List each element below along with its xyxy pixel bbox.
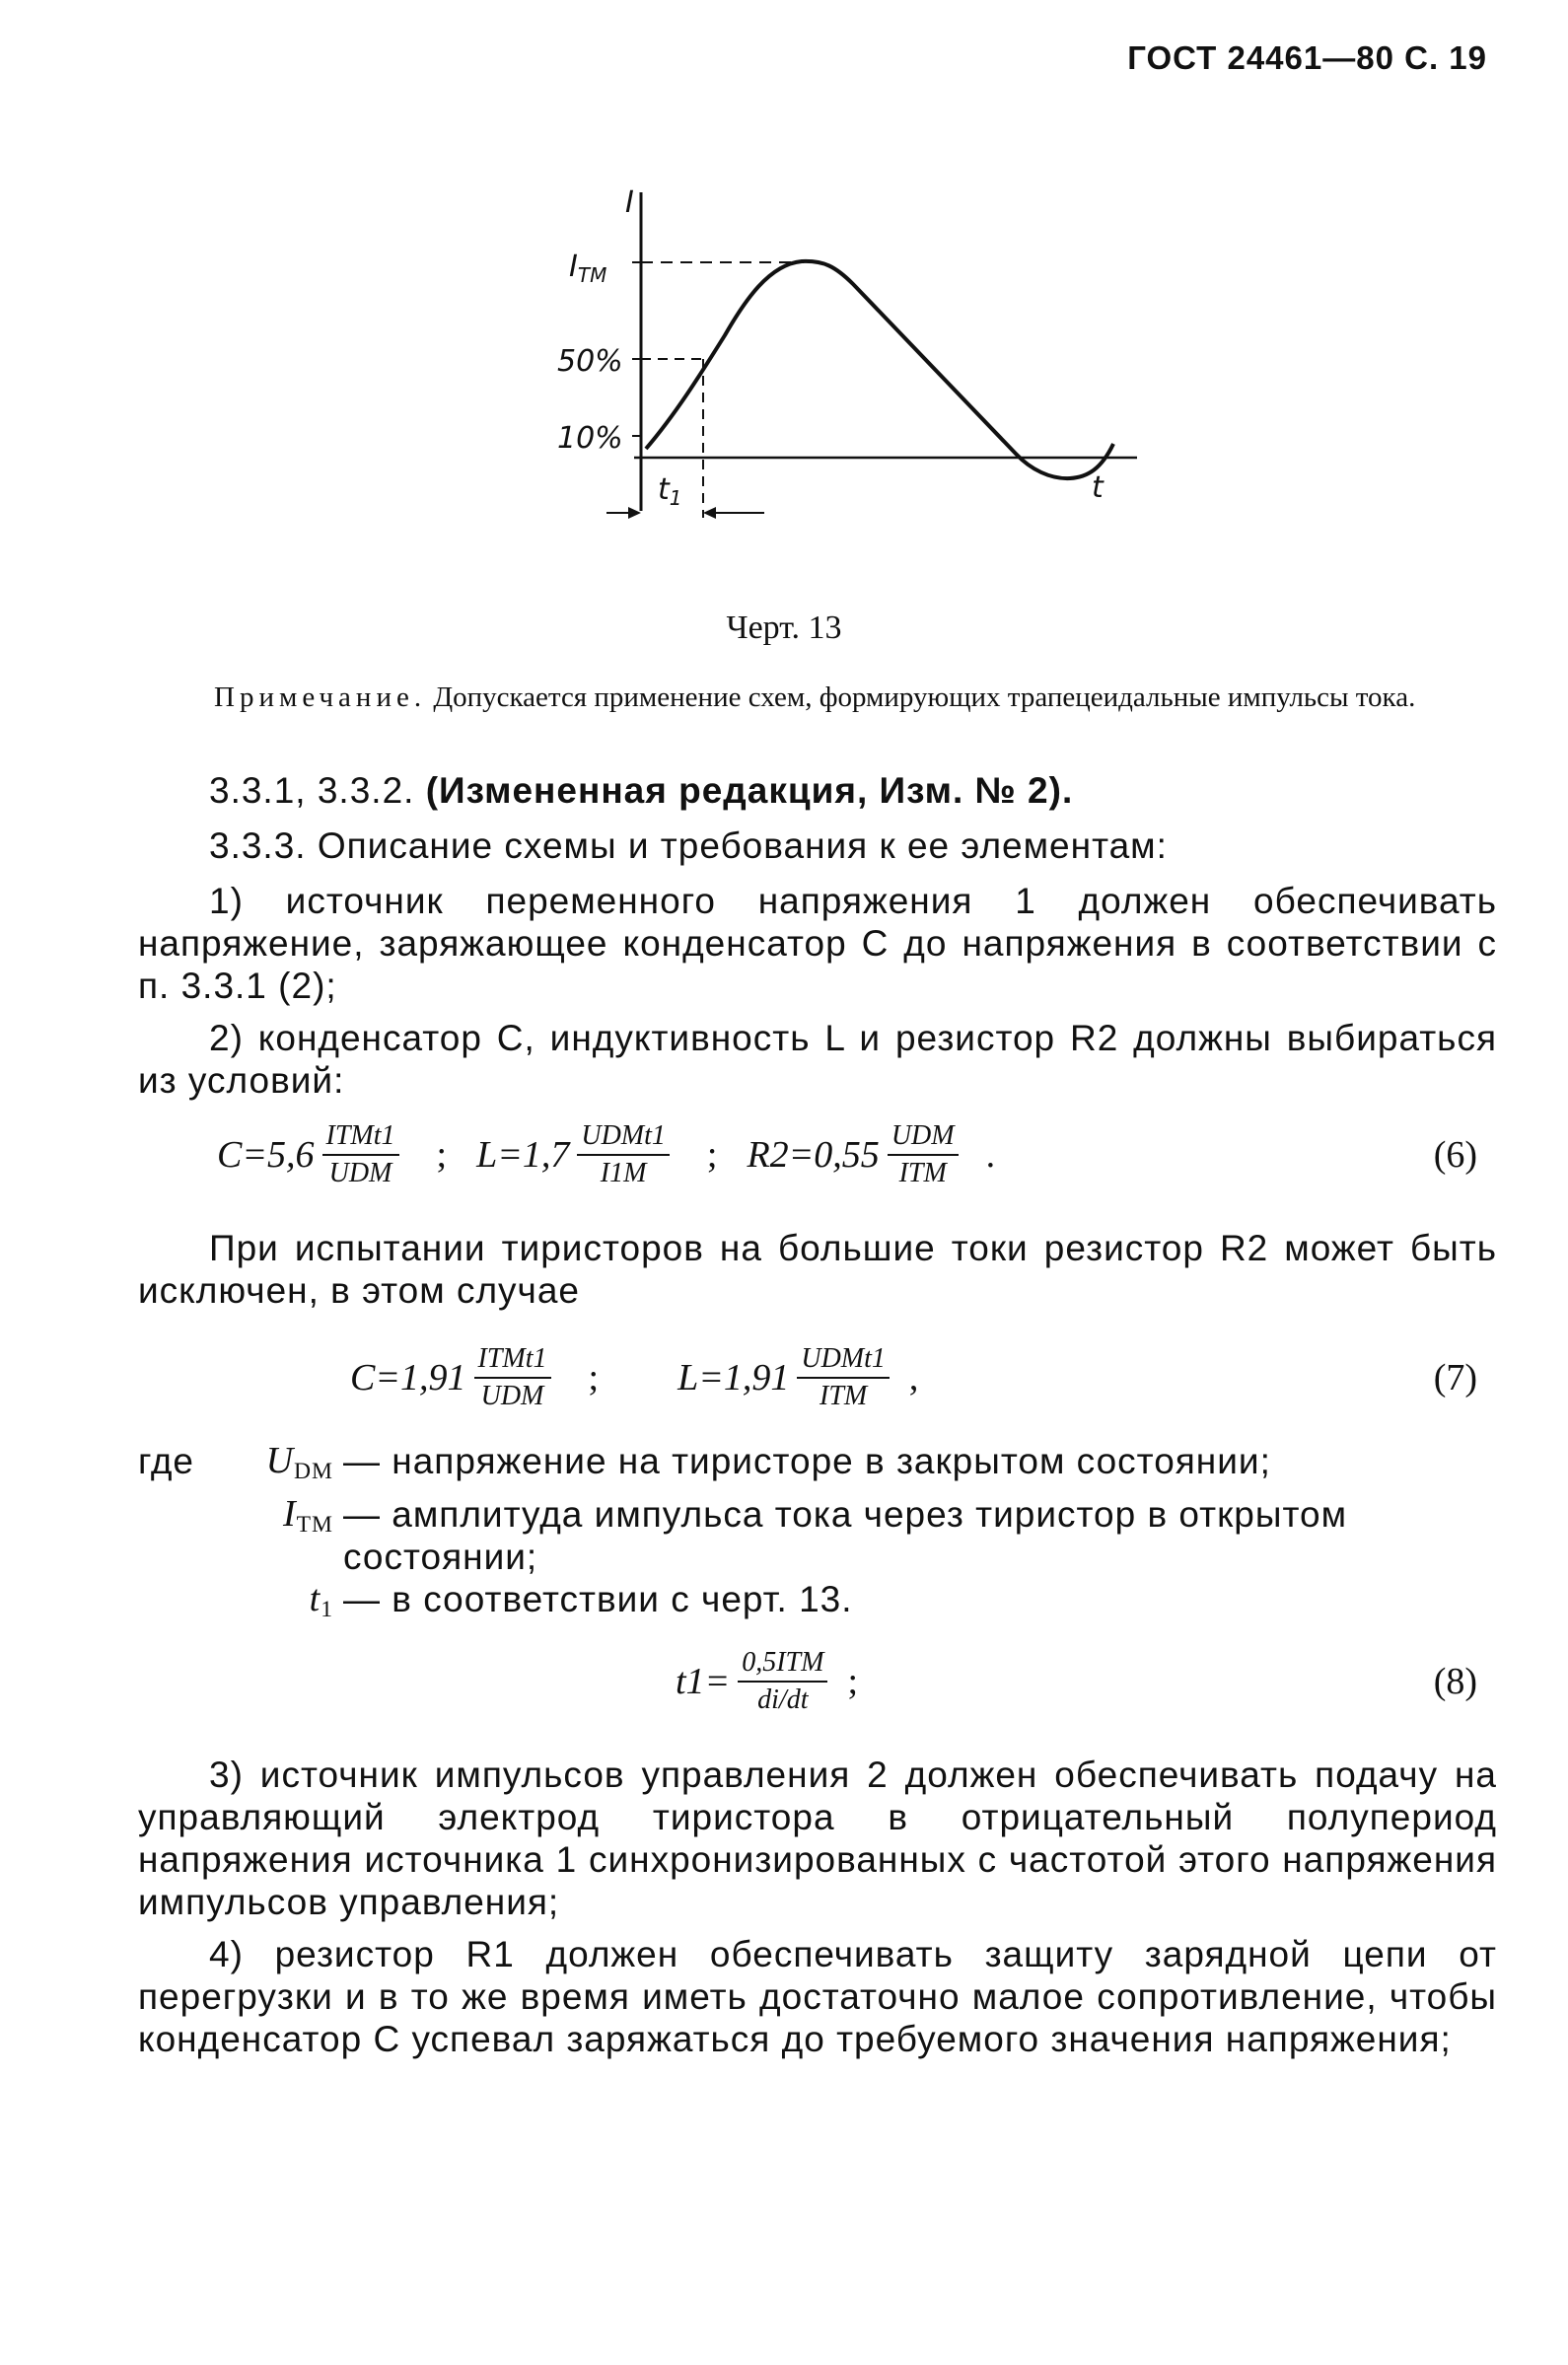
symbol-t1: $t_1$ (309, 1577, 333, 1622)
symbol-definitions (138, 1440, 1497, 1631)
f6-l-fraction (577, 1120, 670, 1189)
interval-label: $t_1$ (658, 472, 682, 510)
formula-8-number: (8) (1433, 1661, 1477, 1702)
definition-itm-text: — амплитуда импульса тока через тиристор в открытом состоянии; (343, 1493, 1348, 1577)
f6-r-denominator: ITM (898, 1158, 947, 1188)
formula-7-number: (7) (1433, 1357, 1477, 1398)
f7-c-fraction (474, 1343, 551, 1412)
t1-arrowhead-right (703, 507, 716, 519)
note (214, 679, 1496, 716)
paragraph-331-amendment: (Измененная редакция, Изм. № 2). (425, 770, 1074, 811)
definition-udm-text: — напряжение на тиристоре в закрытом состоянии; (343, 1441, 1271, 1481)
symbol-itm: $I_{TM}$ (283, 1492, 333, 1538)
list-item-1: 1) источник переменного напряжения 1 должен обеспечивать напряжение, заряжающее конденсатор C до напряжения в соответствии с п. 3.3.1 (2); (138, 881, 1497, 1006)
note-label: Примечание. (214, 681, 427, 713)
f6-r-numerator: UDM (888, 1120, 959, 1156)
definition-t1-text: — в соответствии с черт. 13. (343, 1578, 853, 1619)
f7-c-denominator: UDM (480, 1381, 544, 1411)
f6-l-denominator: I1M (600, 1158, 647, 1188)
pulse-curve (646, 261, 1113, 478)
f7-l-lhs: L=1,91 (677, 1357, 790, 1398)
symbol-udm: $U_{DM}$ (265, 1440, 333, 1484)
pulse-figure (557, 178, 1159, 572)
f6-c-lhs: C=5,6 (217, 1134, 315, 1176)
list-item-3: 3) источник импульсов управления 2 должен обеспечивать подачу на управляющий электрод тиристора в отрицательный полупериод напряжения источника 1 синхронизированных с частотой этого напряжения импульсов управления; (138, 1755, 1497, 1922)
y-axis-label: I (625, 185, 634, 220)
f6-r-lhs: R2=0,55 (747, 1134, 880, 1176)
level-50-label: 50% (557, 344, 623, 379)
f6-c-fraction (322, 1120, 399, 1189)
f6-r-fraction (888, 1120, 959, 1189)
paragraph-333: 3.3.3. Описание схемы и требования к ее элементам: (209, 825, 1168, 866)
formula-8: t1= $\frac{\text{0,5ITM}}{di/dt}$ ; (8) (138, 1637, 1497, 1726)
page-header: ГОСТ 24461—80 С. 19 (1127, 39, 1487, 76)
level-10-label: 10% (557, 421, 623, 456)
f6-c-numerator: ITMt1 (322, 1120, 399, 1156)
f6-l-numerator: UDMt1 (577, 1120, 670, 1156)
f8-numerator: 0,5ITM (738, 1647, 827, 1683)
t1-arrowhead-left (628, 507, 641, 519)
f7-l-numerator: UDMt1 (797, 1343, 890, 1379)
definitions-lead: где (138, 1441, 195, 1481)
definition-itm (138, 1493, 1497, 1578)
f8-fraction (738, 1647, 827, 1716)
pulse-graph (557, 178, 1159, 572)
f7-l-fraction (797, 1343, 890, 1412)
paragraph-331 (138, 769, 1497, 812)
formula-7: C=1,91 $\frac{\text{ITMt1}}{\text{UDM}}$ ; L=1,91 $\frac{\text{UDMt1}}{\text{ITM}}$ , (7) (138, 1333, 1497, 1422)
f7-c-numerator: ITMt1 (474, 1343, 551, 1379)
list-item-4: 4) резистор R1 должен обеспечивать защиту зарядной цепи от перегрузки и в то же время иметь достаточно малое сопротивление, чтобы конденсатор C успевал заряжаться до требуемого значения напряжения; (138, 1934, 1497, 2059)
formula-6: C=5,6 $\frac{\text{ITMt1}}{\text{UDM}}$ ; L=1,7 $\frac{\text{UDMt1}}{I1M}$ ; R2=0,55 $\frac{\text{UDM}}{\text{ITM}}$ . (6) (138, 1111, 1497, 1199)
formula-6-number: (6) (1433, 1134, 1477, 1176)
note-text: Допускается применение схем, формирующих трапецеидальные импульсы тока. (433, 681, 1416, 713)
definition-udm (138, 1440, 1497, 1493)
f8-denominator: di/dt (757, 1684, 809, 1715)
figure-caption: Черт. 13 (726, 609, 842, 646)
f6-l-lhs: L=1,7 (476, 1134, 570, 1176)
f7-c-lhs: C=1,91 (350, 1357, 466, 1398)
x-axis-label: t (1092, 470, 1104, 505)
definition-t1 (138, 1578, 1497, 1631)
list-item-2: 2) конденсатор C, индуктивность L и резистор R2 должны выбираться из условий: (138, 1018, 1497, 1101)
f7-l-denominator: ITM (820, 1381, 868, 1411)
level-peak-label: $I_{TM}$ (569, 250, 607, 287)
f6-c-denominator: UDM (328, 1158, 392, 1188)
paragraph-test-conditions: При испытании тиристоров на большие токи резистор R2 может быть исключен, в этом случае (138, 1228, 1497, 1311)
f8-lhs: t1= (676, 1661, 731, 1702)
paragraph-331-number: 3.3.1, 3.3.2. (209, 770, 415, 811)
